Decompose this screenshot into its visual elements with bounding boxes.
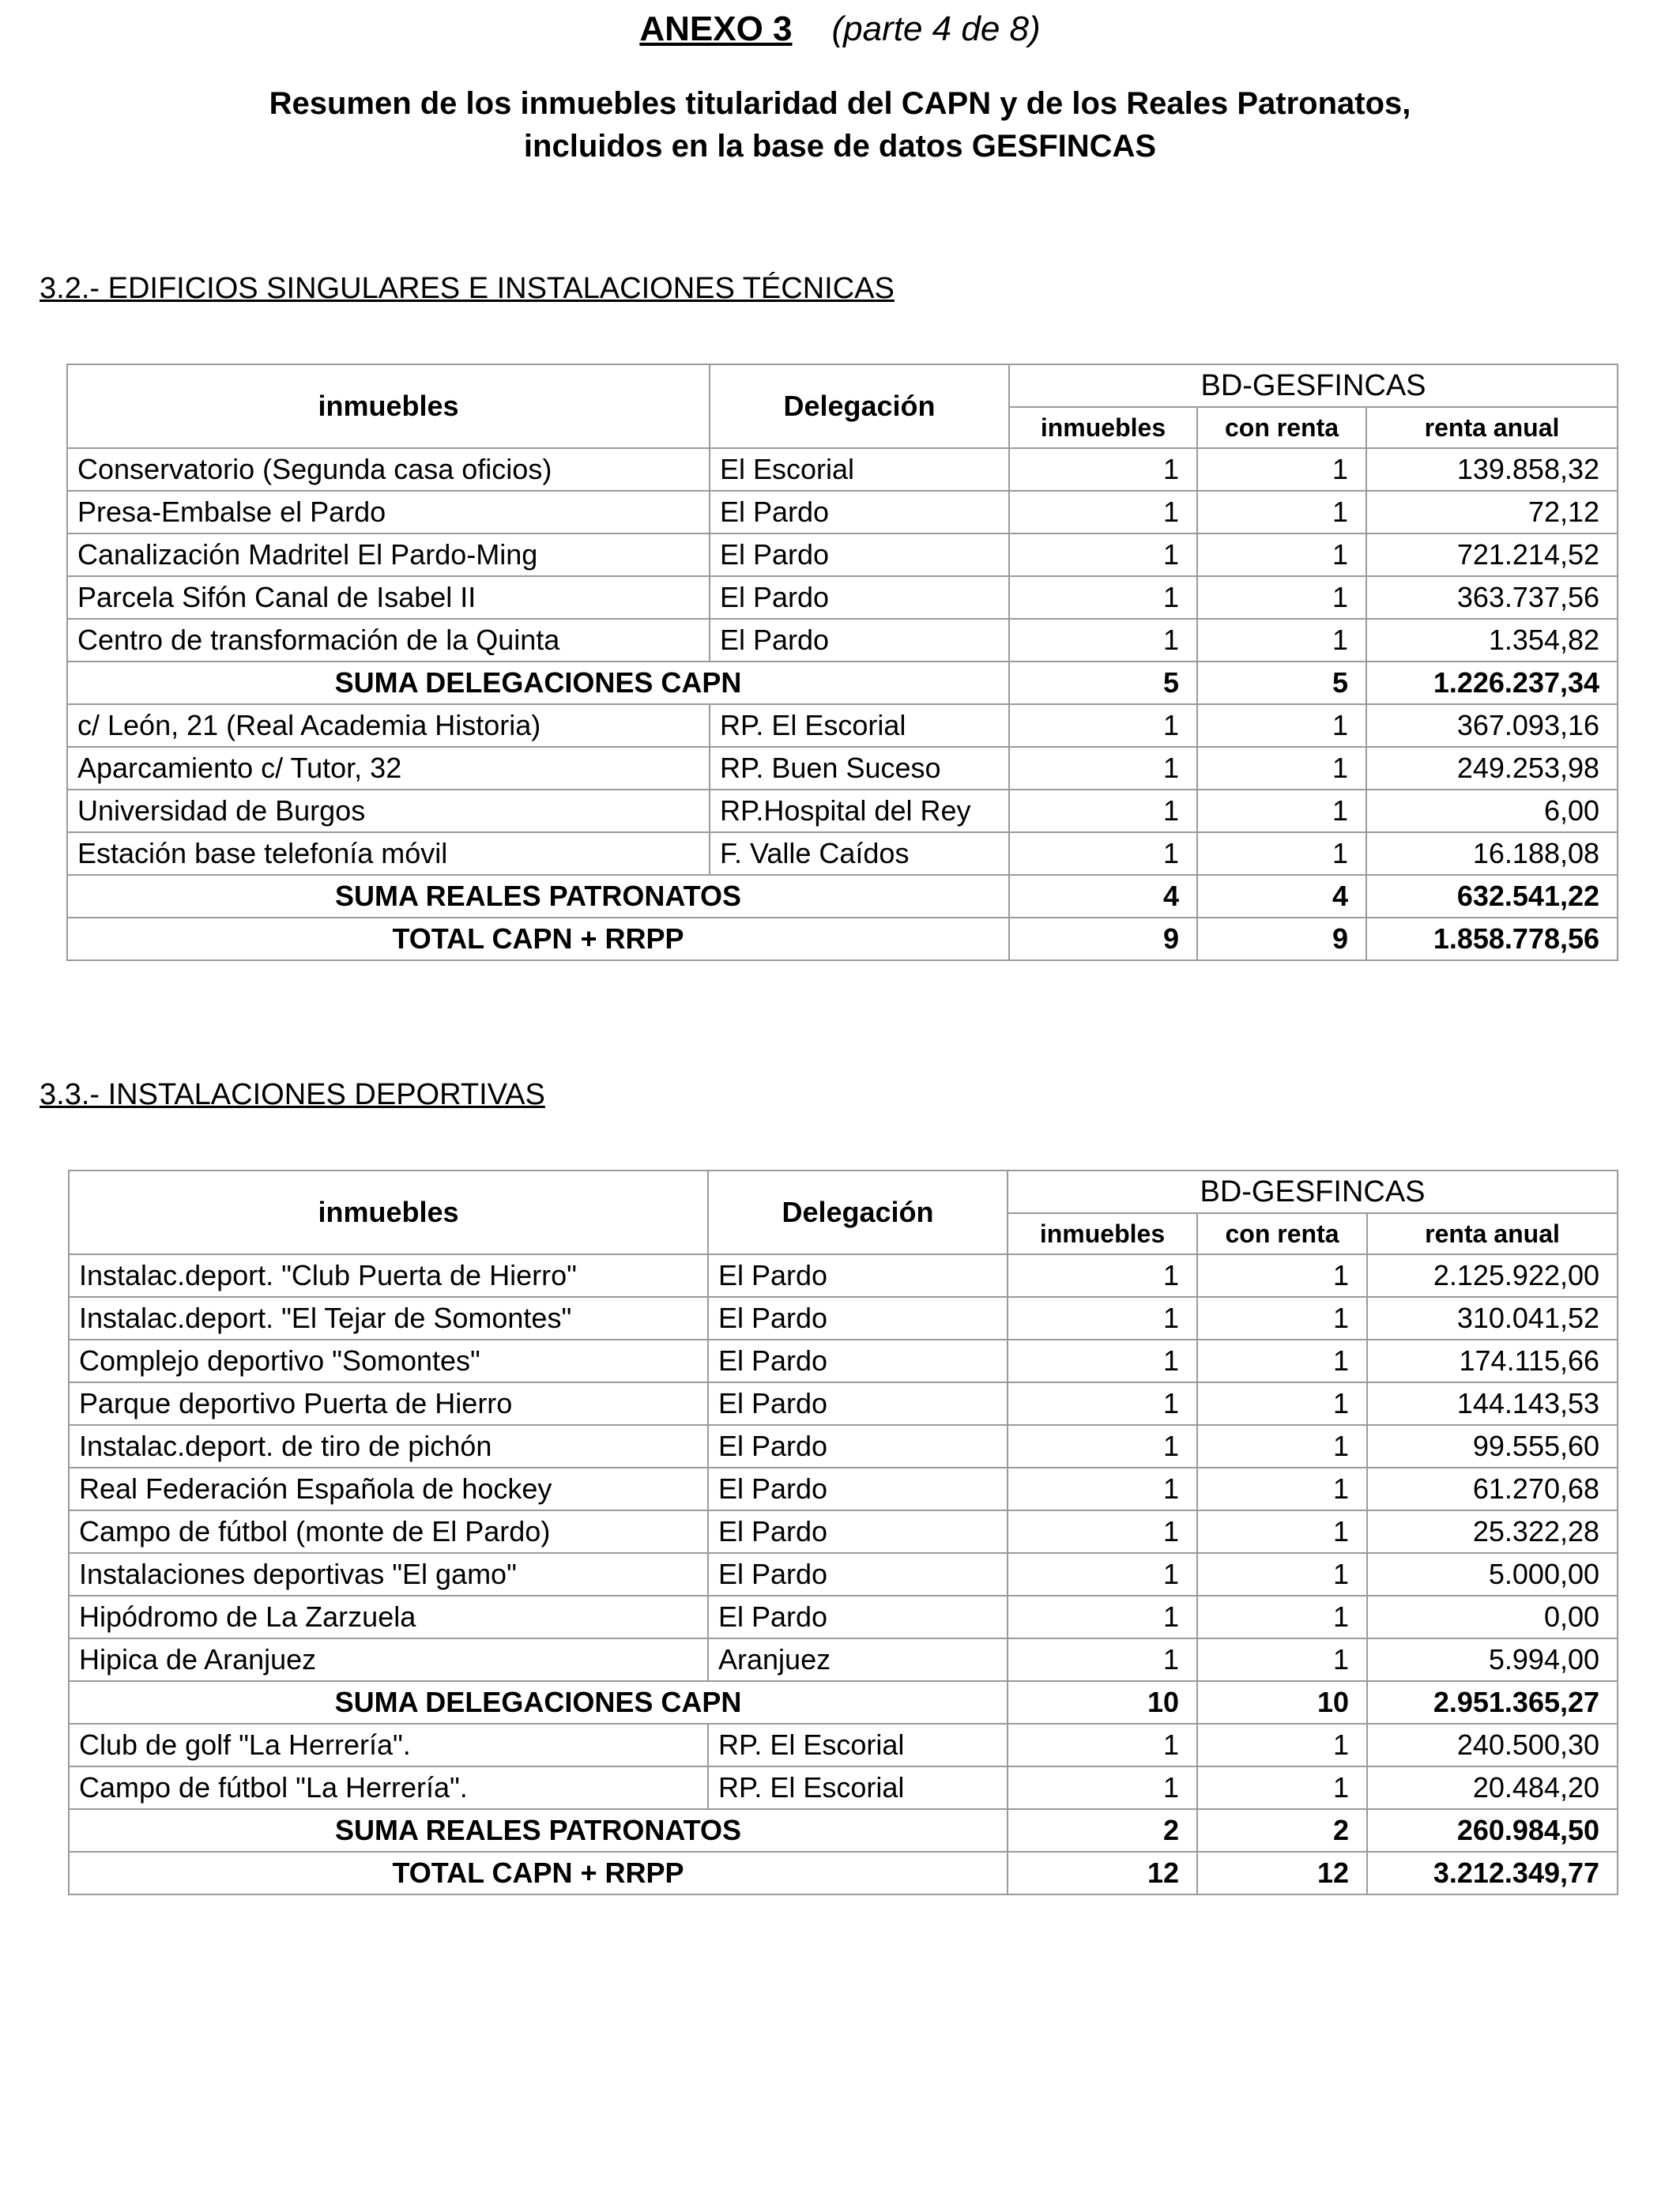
col-header-inmuebles: inmuebles <box>67 364 710 448</box>
suma-patronatos-row <box>69 1809 1618 1852</box>
col-header-sub-inmuebles: inmuebles <box>1009 407 1197 448</box>
summary-con-renta: 9 <box>1197 918 1366 960</box>
table-row <box>67 576 1618 619</box>
cell-inmueble: Club de golf "La Herrería". <box>69 1724 708 1766</box>
suma-delegaciones-row <box>67 662 1618 704</box>
subtitle-line-1: Resumen de los inmuebles titularidad del CAPN y de los Reales Patronatos, <box>269 86 1411 121</box>
col-header-sub-inmuebles: inmuebles <box>1008 1213 1197 1254</box>
summary-inmuebles: 4 <box>1009 875 1197 918</box>
cell-num-inmuebles: 1 <box>1009 747 1197 790</box>
cell-delegacion: El Pardo <box>708 1553 1008 1596</box>
summary-con-renta: 2 <box>1197 1809 1367 1852</box>
cell-delegacion: El Pardo <box>710 619 1009 662</box>
cell-renta-anual: 367.093,16 <box>1366 704 1618 747</box>
cell-renta-anual: 1.354,82 <box>1366 619 1618 662</box>
table-row <box>67 832 1618 875</box>
cell-num-inmuebles: 1 <box>1009 491 1197 533</box>
summary-inmuebles: 12 <box>1008 1852 1197 1894</box>
col-header-bd-gesfincas: BD-GESFINCAS <box>1008 1171 1618 1213</box>
cell-con-renta: 1 <box>1197 1340 1367 1382</box>
cell-num-inmuebles: 1 <box>1008 1553 1197 1596</box>
col-header-renta-anual: renta anual <box>1367 1213 1618 1254</box>
cell-inmueble: Campo de fútbol (monte de El Pardo) <box>69 1510 708 1553</box>
table-row <box>67 704 1618 747</box>
cell-renta-anual: 5.994,00 <box>1367 1638 1618 1681</box>
cell-delegacion: El Pardo <box>708 1425 1008 1468</box>
table-row <box>67 790 1618 832</box>
cell-renta-anual: 240.500,30 <box>1367 1724 1618 1766</box>
cell-con-renta: 1 <box>1197 704 1366 747</box>
table-row <box>67 533 1618 576</box>
annex-part: (parte 4 de 8) <box>831 9 1041 48</box>
cell-renta-anual: 20.484,20 <box>1367 1766 1618 1809</box>
cell-delegacion: F. Valle Caídos <box>710 832 1009 875</box>
summary-label: SUMA DELEGACIONES CAPN <box>67 662 1009 704</box>
cell-renta-anual: 99.555,60 <box>1367 1425 1618 1468</box>
section-title-edificios: 3.2.- EDIFICIOS SINGULARES E INSTALACIONES TÉCNICAS <box>40 272 895 305</box>
cell-delegacion: RP. El Escorial <box>708 1724 1008 1766</box>
table-row <box>69 1766 1618 1809</box>
subtitle-line-2: incluidos en la base de datos GESFINCAS <box>523 129 1157 164</box>
cell-delegacion: El Pardo <box>708 1340 1008 1382</box>
table-row <box>69 1638 1618 1681</box>
table-row <box>67 619 1618 662</box>
table-edificios-singulares <box>66 364 1618 961</box>
annex-heading <box>0 9 1680 49</box>
suma-patronatos-row <box>67 875 1618 918</box>
cell-con-renta: 1 <box>1197 1553 1367 1596</box>
cell-num-inmuebles: 1 <box>1009 448 1197 491</box>
cell-inmueble: Real Federación Española de hockey <box>69 1468 708 1510</box>
cell-inmueble: Parque deportivo Puerta de Hierro <box>69 1382 708 1425</box>
total-row <box>67 918 1618 960</box>
summary-inmuebles: 5 <box>1009 662 1197 704</box>
summary-con-renta: 10 <box>1197 1681 1367 1724</box>
col-header-con-renta: con renta <box>1197 1213 1367 1254</box>
section-title-deportivas: 3.3.- INSTALACIONES DEPORTIVAS <box>40 1078 545 1111</box>
cell-renta-anual: 139.858,32 <box>1366 448 1618 491</box>
cell-num-inmuebles: 1 <box>1008 1724 1197 1766</box>
cell-delegacion: El Pardo <box>710 533 1009 576</box>
cell-delegacion: RP. Buen Suceso <box>710 747 1009 790</box>
cell-con-renta: 1 <box>1197 1510 1367 1553</box>
table-row <box>69 1425 1618 1468</box>
summary-inmuebles: 10 <box>1008 1681 1197 1724</box>
cell-con-renta: 1 <box>1197 448 1366 491</box>
cell-inmueble: Instalac.deport. de tiro de pichón <box>69 1425 708 1468</box>
summary-renta-anual: 2.951.365,27 <box>1367 1681 1618 1724</box>
cell-renta-anual: 310.041,52 <box>1367 1297 1618 1340</box>
col-header-con-renta: con renta <box>1197 407 1366 448</box>
summary-label: TOTAL CAPN + RRPP <box>69 1852 1008 1894</box>
cell-delegacion: El Pardo <box>708 1297 1008 1340</box>
cell-con-renta: 1 <box>1197 1766 1367 1809</box>
cell-con-renta: 1 <box>1197 747 1366 790</box>
cell-num-inmuebles: 1 <box>1008 1425 1197 1468</box>
cell-num-inmuebles: 1 <box>1008 1766 1197 1809</box>
cell-delegacion: RP.Hospital del Rey <box>710 790 1009 832</box>
cell-renta-anual: 0,00 <box>1367 1596 1618 1638</box>
cell-delegacion: El Pardo <box>708 1468 1008 1510</box>
suma-delegaciones-row <box>69 1681 1618 1724</box>
col-header-renta-anual: renta anual <box>1366 407 1618 448</box>
cell-inmueble: Canalización Madritel El Pardo-Ming <box>67 533 710 576</box>
cell-inmueble: Estación base telefonía móvil <box>67 832 710 875</box>
cell-con-renta: 1 <box>1197 491 1366 533</box>
cell-inmueble: c/ León, 21 (Real Academia Historia) <box>67 704 710 747</box>
cell-num-inmuebles: 1 <box>1008 1340 1197 1382</box>
cell-delegacion: El Pardo <box>710 576 1009 619</box>
header-row <box>69 1171 1618 1213</box>
cell-num-inmuebles: 1 <box>1009 533 1197 576</box>
cell-num-inmuebles: 1 <box>1008 1638 1197 1681</box>
cell-delegacion: RP. El Escorial <box>710 704 1009 747</box>
cell-renta-anual: 363.737,56 <box>1366 576 1618 619</box>
table-row <box>69 1254 1618 1297</box>
cell-con-renta: 1 <box>1197 790 1366 832</box>
cell-con-renta: 1 <box>1197 619 1366 662</box>
table-instalaciones-deportivas <box>68 1170 1618 1895</box>
table-row <box>69 1297 1618 1340</box>
cell-num-inmuebles: 1 <box>1009 790 1197 832</box>
summary-con-renta: 5 <box>1197 662 1366 704</box>
cell-delegacion: El Pardo <box>708 1254 1008 1297</box>
summary-renta-anual: 260.984,50 <box>1367 1809 1618 1852</box>
cell-inmueble: Instalac.deport. "Club Puerta de Hierro" <box>69 1254 708 1297</box>
table-row <box>67 491 1618 533</box>
table-row <box>69 1510 1618 1553</box>
cell-renta-anual: 2.125.922,00 <box>1367 1254 1618 1297</box>
cell-inmueble: Complejo deportivo "Somontes" <box>69 1340 708 1382</box>
summary-label: SUMA DELEGACIONES CAPN <box>69 1681 1008 1724</box>
cell-num-inmuebles: 1 <box>1008 1596 1197 1638</box>
summary-renta-anual: 1.858.778,56 <box>1366 918 1618 960</box>
cell-con-renta: 1 <box>1197 1638 1367 1681</box>
cell-inmueble: Instalac.deport. "El Tejar de Somontes" <box>69 1297 708 1340</box>
summary-label: SUMA REALES PATRONATOS <box>69 1809 1008 1852</box>
table-row <box>69 1340 1618 1382</box>
cell-num-inmuebles: 1 <box>1009 619 1197 662</box>
annex-title: ANEXO 3 <box>639 9 793 48</box>
table-row <box>69 1553 1618 1596</box>
cell-num-inmuebles: 1 <box>1008 1468 1197 1510</box>
cell-num-inmuebles: 1 <box>1009 832 1197 875</box>
table-row <box>69 1596 1618 1638</box>
cell-delegacion: Aranjuez <box>708 1638 1008 1681</box>
cell-renta-anual: 249.253,98 <box>1366 747 1618 790</box>
cell-inmueble: Conservatorio (Segunda casa oficios) <box>67 448 710 491</box>
cell-inmueble: Aparcamiento c/ Tutor, 32 <box>67 747 710 790</box>
summary-renta-anual: 632.541,22 <box>1366 875 1618 918</box>
summary-con-renta: 12 <box>1197 1852 1367 1894</box>
cell-inmueble: Instalaciones deportivas "El gamo" <box>69 1553 708 1596</box>
cell-inmueble: Campo de fútbol "La Herrería". <box>69 1766 708 1809</box>
cell-inmueble: Hipódromo de La Zarzuela <box>69 1596 708 1638</box>
summary-renta-anual: 3.212.349,77 <box>1367 1852 1618 1894</box>
cell-con-renta: 1 <box>1197 1425 1367 1468</box>
table-row <box>67 747 1618 790</box>
cell-con-renta: 1 <box>1197 1724 1367 1766</box>
cell-con-renta: 1 <box>1197 576 1366 619</box>
cell-delegacion: El Pardo <box>710 491 1009 533</box>
table-row <box>67 448 1618 491</box>
cell-renta-anual: 25.322,28 <box>1367 1510 1618 1553</box>
col-header-delegacion: Delegación <box>710 364 1009 448</box>
cell-renta-anual: 5.000,00 <box>1367 1553 1618 1596</box>
table-row <box>69 1382 1618 1425</box>
cell-renta-anual: 72,12 <box>1366 491 1618 533</box>
col-header-inmuebles: inmuebles <box>69 1171 708 1254</box>
table-row <box>69 1724 1618 1766</box>
cell-num-inmuebles: 1 <box>1009 576 1197 619</box>
summary-renta-anual: 1.226.237,34 <box>1366 662 1618 704</box>
cell-inmueble: Presa-Embalse el Pardo <box>67 491 710 533</box>
col-header-bd-gesfincas: BD-GESFINCAS <box>1009 364 1618 407</box>
cell-inmueble: Hipica de Aranjuez <box>69 1638 708 1681</box>
cell-con-renta: 1 <box>1197 1254 1367 1297</box>
cell-renta-anual: 16.188,08 <box>1366 832 1618 875</box>
cell-num-inmuebles: 1 <box>1009 704 1197 747</box>
cell-delegacion: RP. El Escorial <box>708 1766 1008 1809</box>
cell-num-inmuebles: 1 <box>1008 1297 1197 1340</box>
cell-num-inmuebles: 1 <box>1008 1254 1197 1297</box>
summary-con-renta: 4 <box>1197 875 1366 918</box>
cell-con-renta: 1 <box>1197 1596 1367 1638</box>
cell-con-renta: 1 <box>1197 1468 1367 1510</box>
cell-con-renta: 1 <box>1197 1382 1367 1425</box>
cell-inmueble: Centro de transformación de la Quinta <box>67 619 710 662</box>
summary-label: SUMA REALES PATRONATOS <box>67 875 1009 918</box>
summary-inmuebles: 9 <box>1009 918 1197 960</box>
cell-renta-anual: 174.115,66 <box>1367 1340 1618 1382</box>
cell-delegacion: El Pardo <box>708 1510 1008 1553</box>
col-header-delegacion: Delegación <box>708 1171 1008 1254</box>
cell-delegacion: El Pardo <box>708 1596 1008 1638</box>
summary-inmuebles: 2 <box>1008 1809 1197 1852</box>
cell-con-renta: 1 <box>1197 832 1366 875</box>
cell-renta-anual: 721.214,52 <box>1366 533 1618 576</box>
summary-label: TOTAL CAPN + RRPP <box>67 918 1009 960</box>
cell-renta-anual: 144.143,53 <box>1367 1382 1618 1425</box>
cell-con-renta: 1 <box>1197 1297 1367 1340</box>
document-subtitle <box>0 82 1680 168</box>
cell-num-inmuebles: 1 <box>1008 1382 1197 1425</box>
cell-delegacion: El Escorial <box>710 448 1009 491</box>
table-row <box>69 1468 1618 1510</box>
cell-inmueble: Universidad de Burgos <box>67 790 710 832</box>
cell-con-renta: 1 <box>1197 533 1366 576</box>
total-row <box>69 1852 1618 1894</box>
cell-delegacion: El Pardo <box>708 1382 1008 1425</box>
cell-inmueble: Parcela Sifón Canal de Isabel II <box>67 576 710 619</box>
cell-renta-anual: 6,00 <box>1366 790 1618 832</box>
cell-num-inmuebles: 1 <box>1008 1510 1197 1553</box>
cell-renta-anual: 61.270,68 <box>1367 1468 1618 1510</box>
header-row <box>67 364 1618 407</box>
